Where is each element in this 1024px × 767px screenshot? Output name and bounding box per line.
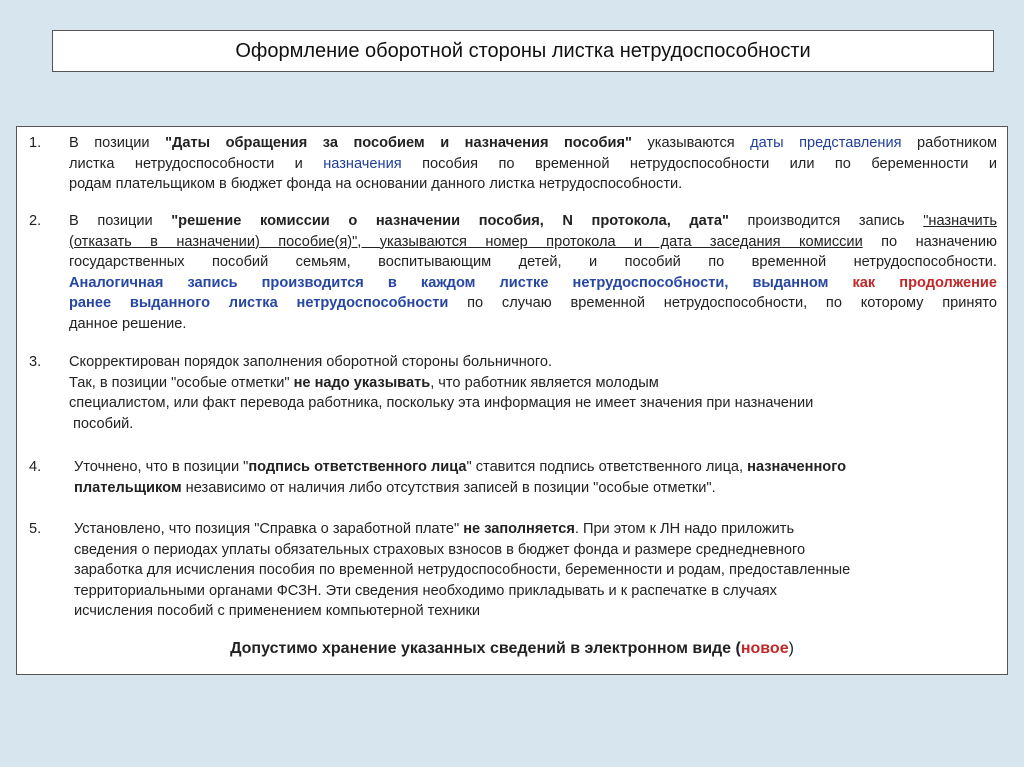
item-number: 5. bbox=[29, 521, 42, 537]
item-number: 2. bbox=[29, 213, 42, 229]
item-text: Скорректирован порядок заполнения оборотной стороны больничного. Так, в позиции "особые отметки" не надо указывать, что работник является молодым специалистом, или факт перевода работника, поскольку эта информация не имеет значения при назначении пособий. bbox=[69, 354, 814, 432]
slide-title: Оформление оборотной стороны листка нетрудоспособности bbox=[52, 30, 994, 72]
item-number: 4. bbox=[29, 459, 42, 475]
item-text: Уточнено, что в позиции "подпись ответственного лица" ставится подпись ответственного лица, назначенного плательщиком независимо от наличия либо отсутствия записей в позиции "особые отметки". bbox=[74, 459, 847, 496]
item-text: В позиции "решение комиссии о назначении пособия, N протокола, дата" производится запись "назначить (отказать в назначении) пособие(я)", указываются номер протокола и дата заседания комиссии по назначению государственных пособий семьям, воспитывающим детей, и пособий по временной нетрудоспособности. Аналогичная запись производится в каждом листке нетрудоспособности, выданном как продолжение ранее выданного листка нетрудоспособности по случаю временной нетрудоспособности, по которому принято данное решение. bbox=[69, 213, 998, 332]
item-number: 1. bbox=[29, 135, 42, 151]
item-text: В позиции "Даты обращения за пособием и назначения пособия" указываются даты представления работником листка нетрудоспособности и назначения пособия по временной нетрудоспособности или по беременности и родам плательщиком в бюджет фонда на основании данного листка нетрудоспособности. bbox=[69, 135, 997, 192]
content-panel bbox=[16, 126, 1008, 675]
item-number: 3. bbox=[29, 354, 42, 370]
item-text: Установлено, что позиция "Справка о заработной плате" не заполняется. При этом к ЛН надо приложить сведения о периодах уплаты обязательных страховых взносов в бюджет фонда и размере среднедневного заработка для исчисления пособия по временной нетрудоспособности, беременности и родам, предоставленные территориальными органами ФСЗН. Эти сведения необходимо прикладывать и к распечатке в случаях исчисления пособий с применением компьютерной техники bbox=[74, 521, 851, 619]
footer-note: Допустимо хранение указанных сведений в электронном виде (новое) bbox=[230, 640, 794, 657]
